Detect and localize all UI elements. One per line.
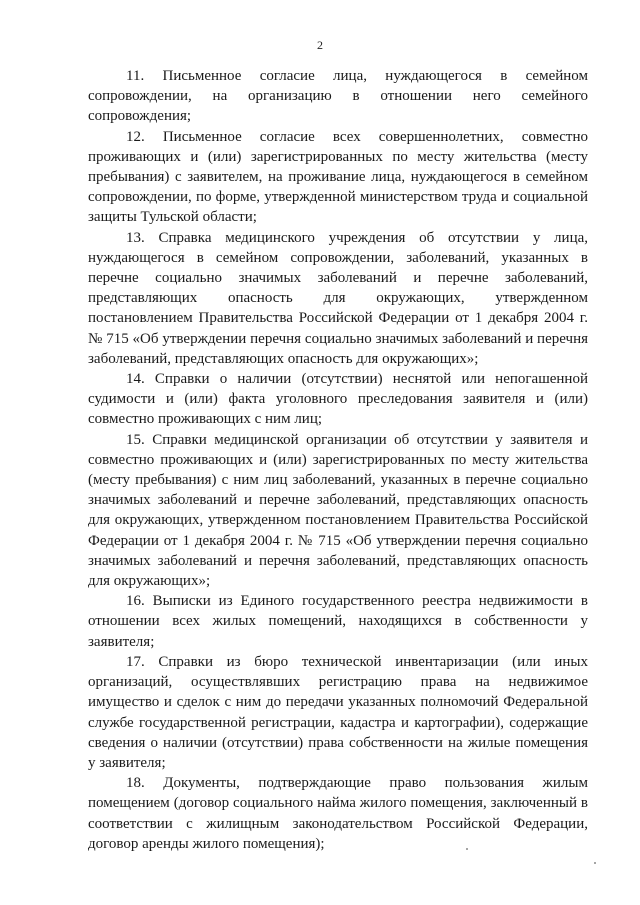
list-item-11: 11. Письменное согласие лица, нуждающегося в семейном сопровождении, на организацию в отношении него семейного сопровождения; [88, 68, 588, 125]
scan-speck [466, 848, 468, 850]
list-item-18: 18. Документы, подтверждающие право пользования жилым помещением (договор социального найма жилого помещения, заключенный в соответствии с жилищным законодательством Российской Федерации, договор аренды жилого помещения); [88, 775, 588, 852]
list-item-17: 17. Справки из бюро технической инвентаризации (или иных организаций, осуществлявших регистрацию права на недвижимое имущество и сделок с ним до передачи указанных полномочий Федеральной службе государственной регистрации, кадастра и картографии), содержащие сведения о наличии (отсутствии) права собственности на жилые помещения у заявителя; [88, 653, 588, 771]
list-item-14: 14. Справки о наличии (отсутствии) неснятой или непогашенной судимости и (или) факта уголовного преследования заявителя и (или) совместно проживающих с ним лиц; [88, 371, 588, 428]
document-body [88, 66, 588, 854]
scan-speck [594, 862, 596, 864]
list-item-13: 13. Справка медицинского учреждения об отсутствии у лица, нуждающегося в семейном сопровождении, заболеваний, указанных в перечне социально значимых заболеваний и перечне заболеваний, представляющих опасность для окружающих, утвержденном постановлением Правительства Российской Федерации от 1 декабря 2004 г. № 715 «Об утверждении перечня социально значимых заболеваний и перечня заболеваний, представляющих опасность для окружающих»; [88, 229, 588, 367]
page-number: 2 [317, 38, 323, 52]
list-item-15: 15. Справки медицинской организации об отсутствии у заявителя и совместно проживающих и (или) зарегистрированных по месту жительства (месту пребывания) с ним лиц заболеваний, указанных в перечне социально значимых заболеваний и перечне заболеваний, представляющих опасность для окружающих, утвержденном постановлением Правительства Российской Федерации от 1 декабря 2004 г. № 715 «Об утверждении перечня социально значимых заболеваний и перечня заболеваний, представляющих опасность для окружающих»; [88, 431, 588, 590]
list-item-12: 12. Письменное согласие всех совершеннолетних, совместно проживающих и (или) зарегистрированных по месту жительства (месту пребывания) с заявителем, на проживание лица, нуждающегося в семейном сопровождении, по форме, утвержденной министерством труда и социальной защиты Тульской области; [88, 128, 588, 226]
list-item-16: 16. Выписки из Единого государственного реестра недвижимости в отношении всех жилых помещений, находящихся в собственности у заявителя; [88, 593, 588, 650]
